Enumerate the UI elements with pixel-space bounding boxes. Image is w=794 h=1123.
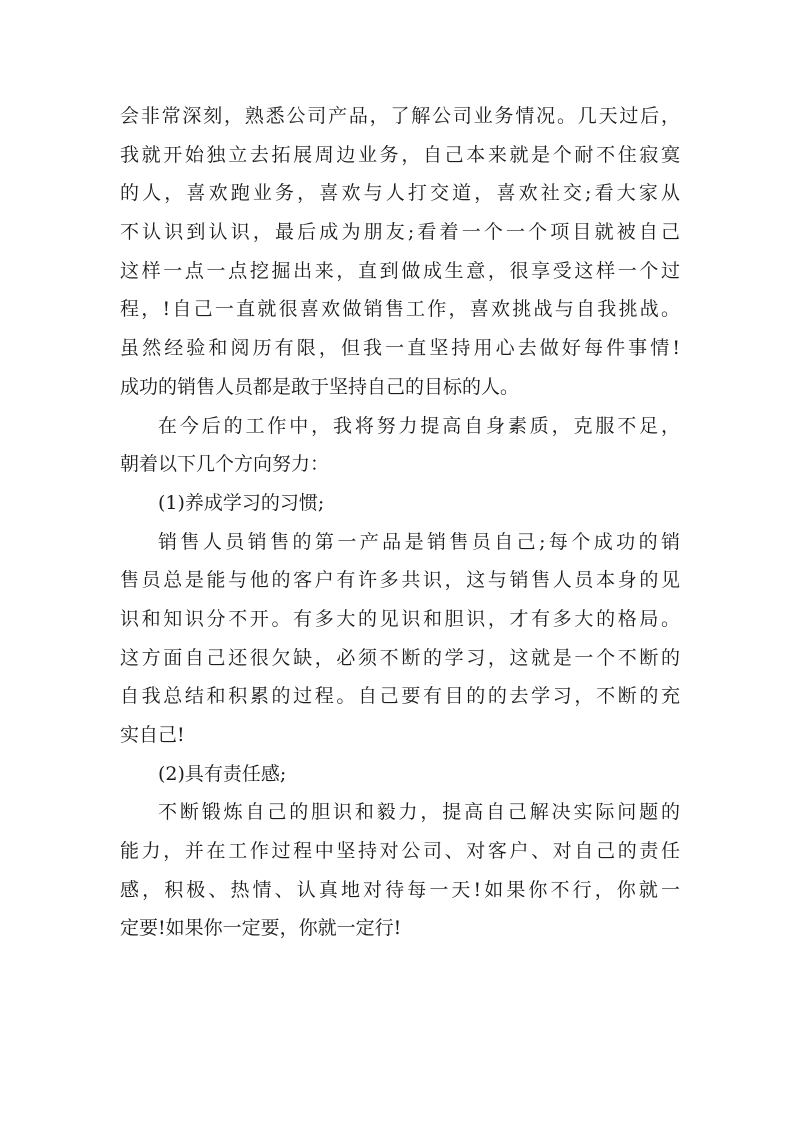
text-line: 的人，喜欢跑业务，喜欢与人打交道，喜欢社交;看大家从 — [120, 182, 680, 205]
text-line: 程，!自己一直就很喜欢做销售工作，喜欢挑战与自我挑战。 — [120, 298, 680, 321]
text-line: 识和知识分不开。有多大的见识和胆识，才有多大的格局。 — [120, 607, 680, 630]
text-line: 虽然经验和阅历有限，但我一直坚持用心去做好每件事情! — [120, 337, 680, 360]
document-body — [120, 97, 680, 948]
text-line: 自我总结和积累的过程。自己要有目的的去学习，不断的充 — [120, 685, 680, 708]
text-line: 能力，并在工作过程中坚持对公司、对客户、对自己的责任 — [120, 840, 680, 863]
text-line: 感，积极、热情、认真地对待每一天!如果你不行，你就一 — [120, 878, 680, 901]
text-line: 在今后的工作中，我将努力提高自身素质，克服不足， — [158, 414, 680, 437]
section-heading: (2)具有责任感; — [158, 762, 287, 785]
text-line: 朝着以下几个方向努力： — [120, 453, 330, 476]
text-line: 这样一点一点挖掘出来，直到做成生意，很享受这样一个过 — [120, 259, 680, 282]
text-line: 实自己! — [120, 724, 185, 746]
text-line: 我就开始独立去拓展周边业务，自己本来就是个耐不住寂寞 — [120, 143, 680, 166]
text-line: 销售人员销售的第一产品是销售员自己;每个成功的销 — [158, 530, 680, 553]
text-line: 这方面自己还很欠缺，必须不断的学习，这就是一个不断的 — [120, 646, 680, 669]
text-line: 不断锻炼自己的胆识和毅力，提高自己解决实际问题的 — [158, 801, 680, 824]
text-line: 会非常深刻，熟悉公司产品，了解公司业务情况。几天过后， — [120, 105, 680, 127]
text-line: 售员总是能与他的客户有许多共识，这与销售人员本身的见 — [120, 569, 680, 592]
text-line: 不认识到认识，最后成为朋友;看着一个一个项目就被自己 — [120, 221, 680, 244]
text-line: 定要!如果你一定要，你就一定行! — [120, 917, 402, 940]
section-heading: (1)养成学习的习惯; — [158, 491, 325, 514]
text-line: 成功的销售人员都是敢于坚持自己的目标的人。 — [120, 375, 520, 398]
